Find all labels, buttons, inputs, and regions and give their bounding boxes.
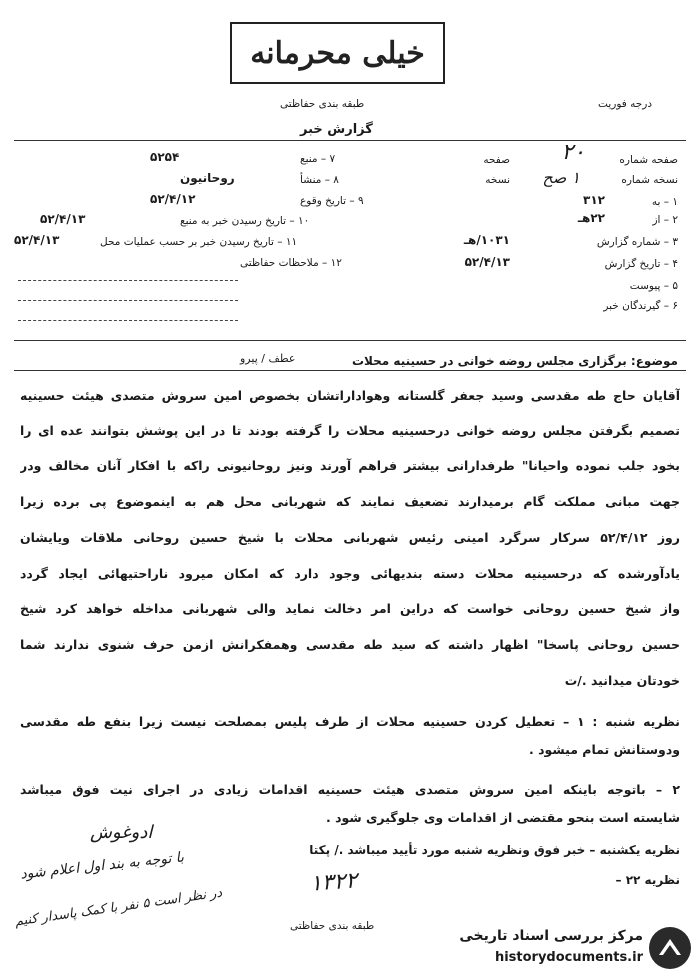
body-line: آقایان حاج طه مقدسی وسید جعفر گلستانه وهواداراتشان بخصوص امین سروش متصدی هیئت حسینیه [20,388,680,403]
body-line: یادآورشده که درحسینیه محلات دسته بندیهائی وجود دارد که امکان میرود ناراحتیهائی ایجاد گردد [20,566,680,581]
header-divider [14,140,686,141]
top-secret-stamp: خیلی محرمانه [230,22,445,84]
field-copy-suffix: نسخه [485,174,510,186]
handwritten-note-1: ادوغوش [90,822,153,843]
field-report-date-label: ۴ – تاریخ گزارش [604,258,678,270]
footer-classification: طبقه بندی حفاظتی [290,920,375,932]
field-source-value: ۵۲۵۴ [150,150,180,164]
body-line: بخود جلب نموده واحیانا" طرفدارانی بیشتر فراهم آورند ونیز روحانیونی راکه با افکار آنان مخالف ودر [20,458,680,473]
priority-label: درجه فوریت [598,98,652,110]
body-line-last: خودتان میدانید ./ت [564,673,680,688]
field-recipients-label: ۶ – گیرندگان خبر [603,300,678,312]
field-page-number-label: صفحه شماره [619,154,678,166]
archive-logo [455,922,695,974]
body-line: روز ۵۲/۴/۱۲ سرکار سرگرد امینی رئیس شهربانی محلات با شیخ حسین روحانی ملاقات ویایشان [20,530,680,545]
field-report-date-value: ۵۲/۴/۱۳ [464,255,510,269]
field-to-value: ۳۱۲ [583,193,605,207]
subject-divider [14,370,686,371]
body-line: جهت مبانی مملکت گام برمیدارند تضعیف نمایند که شهربانی محل هم به اینموضوع پی برده زیرا [20,494,680,509]
opinion-line: ۲ – باتوجه باینکه امین سروش متصدی هیئت حسینیه اقدامات زیادی در اجرای نیت فوق میباشد [20,782,680,797]
field-origin-label: ۸ – منشأ [300,174,339,186]
archive-url: historydocuments.ir [494,950,643,965]
field-receipt-date-value: ۵۲/۴/۱۳ [40,212,86,226]
field-attachment-label: ۵ – پیوست [629,280,678,292]
field-from-label: ۲ – از [652,214,678,226]
field-from-value: ۲۲هـ [577,211,605,225]
subject-line: موضوع: برگزاری مجلس روضه خوانی در حسینیه محلات [351,354,678,368]
archive-book-icon [647,925,693,971]
field-copy-number-label: نسخه شماره [621,174,678,186]
handwritten-stamp-numbers: ۱۳۲۲ [309,868,359,897]
body-line: تصمیم بگرفتن مجلس روضه خوانی درحسینیه محلات را گرفته بودند تا در این پوشش بتوانند عده ای را [20,423,680,438]
opinion-line: شایسته است بنحو مقتضی از اقدامات وی جلوگیری شود . [325,810,680,825]
field-origin-value: روحانیون [180,171,235,185]
field-to-label: ۱ – به [651,196,678,208]
field-source-label: ۷ – منبع [300,153,336,165]
handwritten-note-3: در نظر است ۵ نفر با کمک پاسدار کنیم [13,885,224,930]
archive-name: مرکز بررسی اسناد تاریخی [459,928,643,944]
reference-label: عطف / پیرو [240,352,296,365]
field-page-suffix: صفحه [483,154,510,166]
field-operation-date-value: ۵۲/۴/۱۳ [14,233,60,247]
opinion-line: نظریه ۲۲ – [615,873,680,887]
field-event-date-value: ۵۲/۴/۱۲ [150,192,196,206]
field-operation-date-label: ۱۱ – تاریخ رسیدن خبر بر حسب عملیات محل [100,236,298,248]
blank-line-2 [18,300,238,301]
report-title: گزارش خبر [300,122,373,137]
handwritten-note-2: با توجه به بند اول اعلام شود [19,849,185,883]
opinion-line: نظریه یکشنبه – خبر فوق ونظریه شنبه مورد تأیید میباشد ./ پکتا [309,843,680,857]
blank-line-3 [18,320,238,321]
section-divider [14,340,686,341]
opinion-line: ودوستانش تمام میشود . [529,742,680,757]
opinion-line: نظریه شنبه : ۱ – تعطیل کردن حسینیه محلات از طرف پلیس بمصلحت نیست زیرا بنفع طه مقدسی [20,714,680,729]
classification-label: طبقه بندی حفاظتی [280,98,365,110]
field-security-notes-label: ۱۲ – ملاحظات حفاظتی [240,257,342,269]
field-receipt-date-label: ۱۰ – تاریخ رسیدن خبر به منبع [180,215,310,227]
field-report-number-label: ۳ – شماره گزارش [596,236,678,248]
body-line: واز شیخ حسین روحانی خواست که دراین امر دخالت نماید والی شهربانی مداخله خواهد کرد شیخ [20,601,680,616]
field-report-number-value: ۱۰۳۱/هـ [463,233,510,247]
handwritten-page-number: ۲۰ [561,140,585,165]
handwritten-copy-number: ۱ صح [542,168,580,187]
body-line: حسین روحانی پاسخا" اظهار داشته که سید طه مقدسی وهمفکرانش ازمن حرف شنوی ندارند شما [20,637,680,652]
field-event-date-label: ۹ – تاریخ وقوع [300,195,364,207]
blank-line-1 [18,280,238,281]
